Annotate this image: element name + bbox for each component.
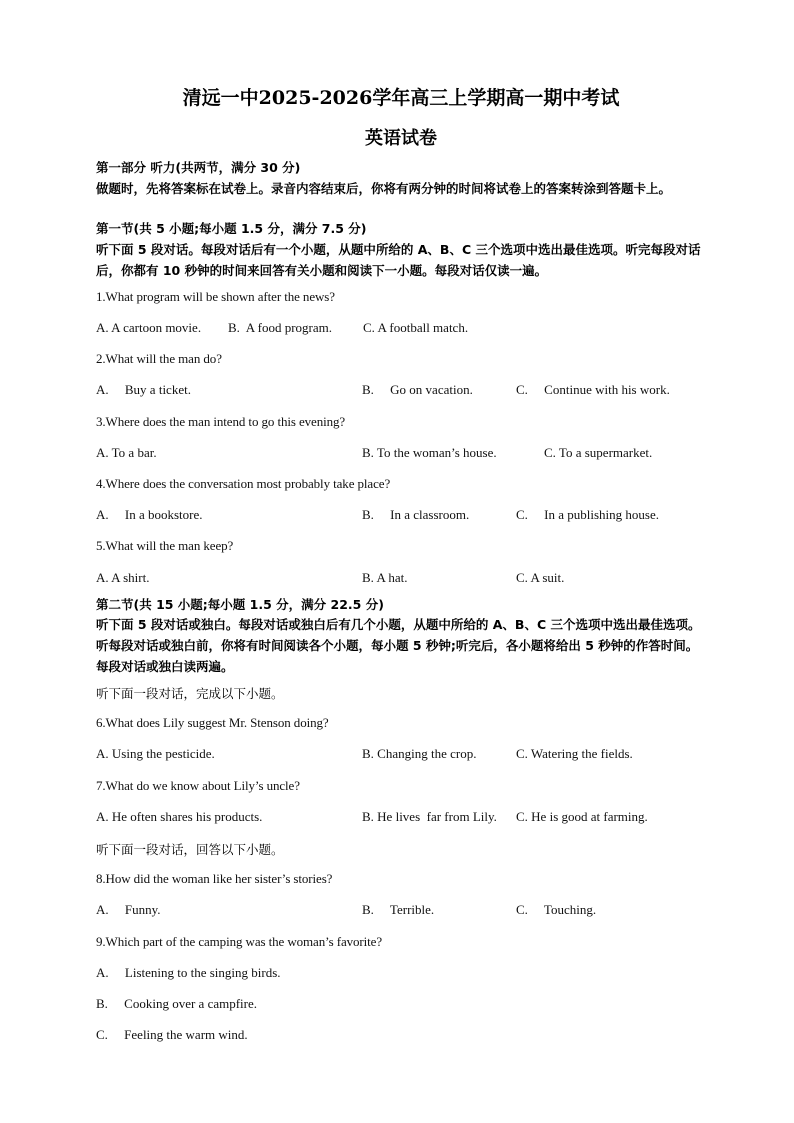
option-5b: B. A hat. <box>362 570 408 585</box>
section2-instructions: 听下面 5 段对话或独白。每段对话或独白后有几个小题，从题中所给的 A、B、C 三个选项中选出最佳选项。听每段对话或独白前，你将有时间阅读各个小题，每小题 5 秒钟;听完后，各小题将给出 5 秒钟的作答时间。每段对话或独白读两遍。 <box>96 617 701 674</box>
dialog-note-1: 听下面一段对话，完成以下小题。 <box>96 686 284 701</box>
option-7c: C. He is good at farming. <box>516 809 648 824</box>
section1-instructions: 听下面 5 段对话。每段对话后有一个小题，从题中所给的 A、B、C 三个选项中选出最佳选项。听完每段对话后，你都有 10 秒钟的时间来回答有关小题和阅读下一小题。每段对话仅读一遍。 <box>96 242 701 278</box>
option-1b: B. A food program. <box>228 320 332 335</box>
exam-subtitle: 英语试卷 <box>365 128 437 149</box>
question-1: 1.What program will be shown after the news? <box>96 289 335 304</box>
option-4c: C. In a publishing house. <box>516 507 659 522</box>
question-6: 6.What does Lily suggest Mr. Stenson doing? <box>96 715 329 730</box>
part1-instructions: 做题时，先将答案标在试卷上。录音内容结束后，你将有两分钟的时间将试卷上的答案转涂到答题卡上。 <box>96 181 672 196</box>
exam-title: 清远一中2025-2026学年高三上学期高一期中考试 <box>182 87 620 109</box>
section2-heading: 第二节(共 15 小题;每小题 1.5 分，满分 22.5 分) <box>96 597 384 612</box>
option-2a: A. Buy a ticket. <box>96 382 191 397</box>
dialog-note-2: 听下面一段对话，回答以下小题。 <box>96 842 284 857</box>
section1-heading: 第一节(共 5 小题;每小题 1.5 分，满分 7.5 分) <box>96 221 367 236</box>
part1-heading: 第一部分 听力(共两节，满分 30 分) <box>96 160 301 175</box>
option-6a: A. Using the pesticide. <box>96 746 215 761</box>
option-4a: A. In a bookstore. <box>96 507 203 522</box>
option-7b: B. He lives far from Lily. <box>362 809 497 824</box>
option-4b: B. In a classroom. <box>362 507 470 522</box>
option-6b: B. Changing the crop. <box>362 746 477 761</box>
option-8a: A. Funny. <box>96 902 161 917</box>
question-2: 2.What will the man do? <box>96 351 222 366</box>
option-3b: B. To the woman’s house. <box>362 445 497 460</box>
option-2b: B. Go on vacation. <box>362 382 473 397</box>
question-5: 5.What will the man keep? <box>96 538 234 553</box>
option-5a: A. A shirt. <box>96 570 150 585</box>
question-4: 4.Where does the conversation most probably take place? <box>96 476 391 491</box>
option-7a: A. He often shares his products. <box>96 809 263 824</box>
option-8b: B. Terrible. <box>362 902 435 917</box>
option-6c: C. Watering the fields. <box>516 746 633 761</box>
option-1c: C. A football match. <box>363 320 469 335</box>
question-7: 7.What do we know about Lily’s uncle? <box>96 778 300 793</box>
option-5c: C. A suit. <box>516 570 565 585</box>
option-1a: A. A cartoon movie. <box>96 320 202 335</box>
option-8c: C. Touching. <box>516 902 597 917</box>
question-3: 3.Where does the man intend to go this evening? <box>96 414 346 429</box>
option-9b: B. Cooking over a campfire. <box>96 996 258 1011</box>
question-8: 8.How did the woman like her sister’s stories? <box>96 871 333 886</box>
option-2c: C. Continue with his work. <box>516 382 670 397</box>
question-9: 9.Which part of the camping was the woman’s favorite? <box>96 934 383 949</box>
option-9c: C. Feeling the warm wind. <box>96 1027 248 1042</box>
option-9a: A. Listening to the singing birds. <box>96 965 281 980</box>
option-3c: C. To a supermarket. <box>544 445 653 460</box>
option-3a: A. To a bar. <box>96 445 157 460</box>
